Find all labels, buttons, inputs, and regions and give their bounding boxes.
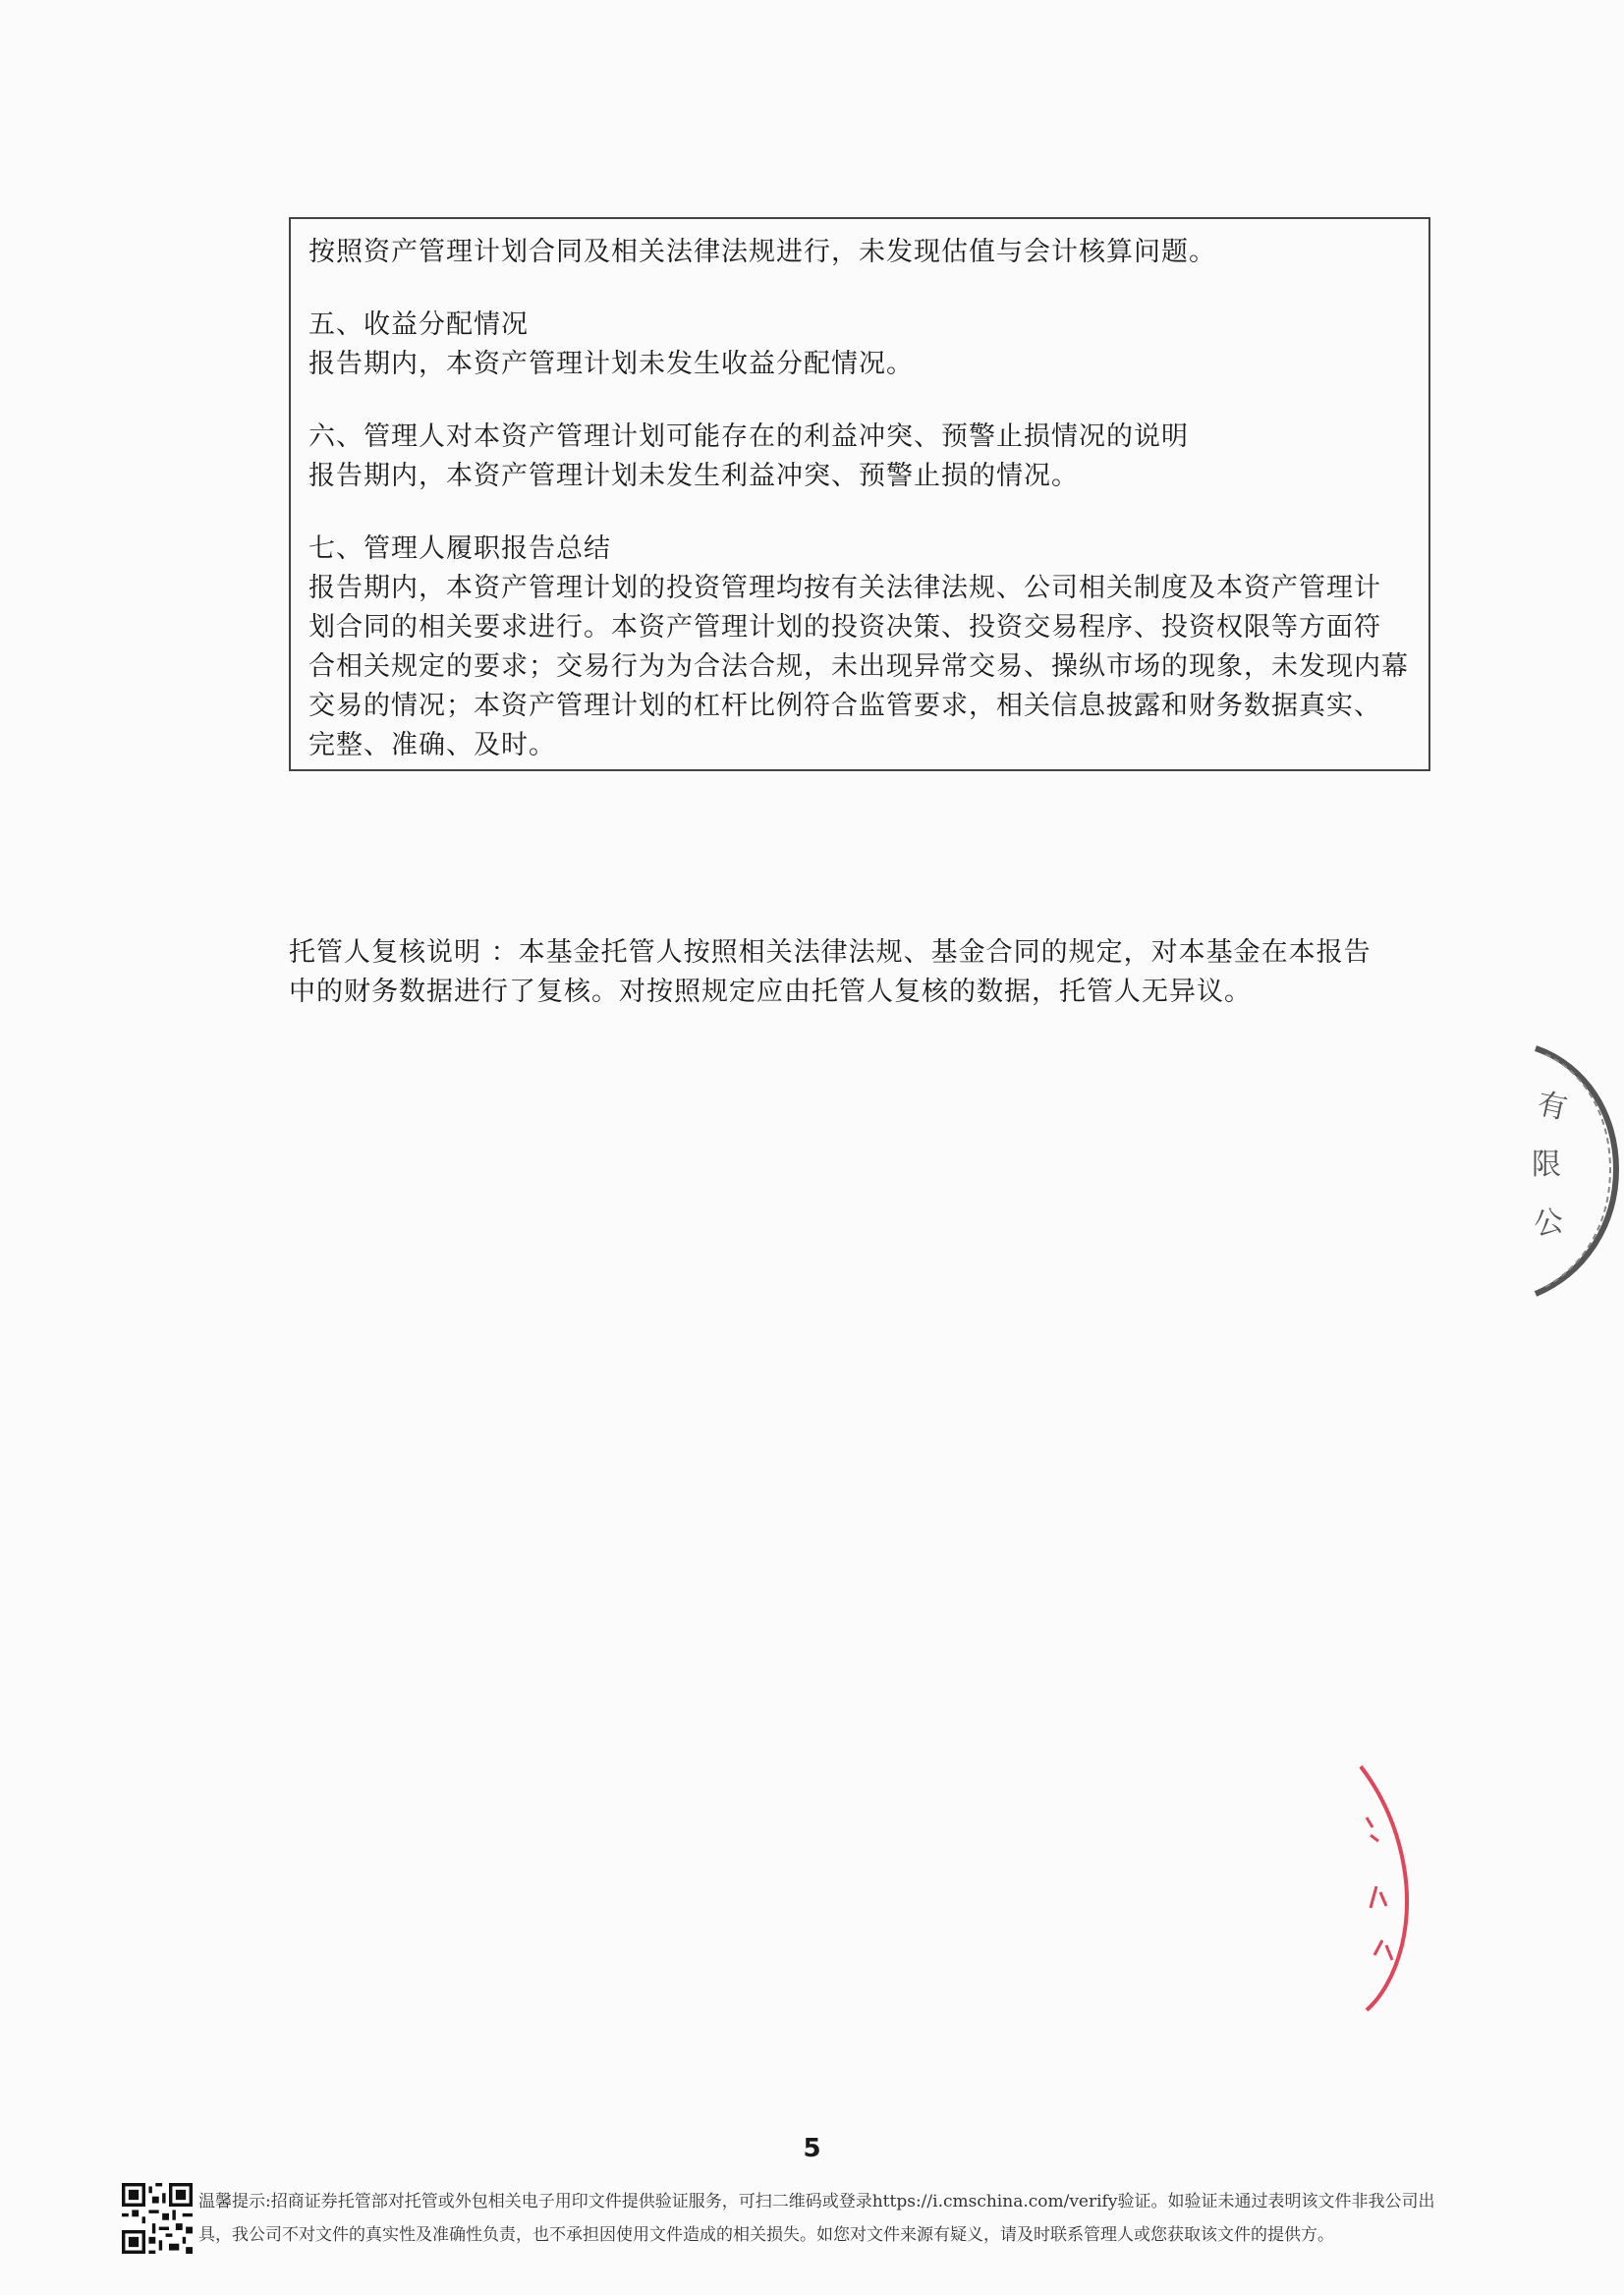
verification-notice-line: 具，我公司不对文件的真实性及准确性负责，也不承担因使用文件造成的相关损失。如您对文件来源有疑义，请及时联系管理人或您获取该文件的提供方。 bbox=[198, 2225, 1334, 2245]
verification-notice bbox=[198, 2185, 1515, 2252]
red-seal-partial bbox=[1331, 1759, 1420, 2014]
valuation-conclusion: 按照资产管理计划合同及相关法律法规进行，未发现估值与会计核算问题。 bbox=[308, 237, 1216, 267]
section-7-line: 交易的情况；本资产管理计划的杠杆比例符合监管要求，相关信息披露和财务数据真实、 bbox=[308, 691, 1381, 721]
section-7-line: 完整、准确、及时。 bbox=[308, 730, 556, 760]
section-6-title: 六、管理人对本资产管理计划可能存在的利益冲突、预警止损情况的说明 bbox=[308, 421, 1189, 452]
seal-char: 限 bbox=[1532, 1148, 1561, 1182]
seal-char: 公 bbox=[1531, 1203, 1567, 1243]
qr-code-icon bbox=[122, 2183, 193, 2254]
section-7-line: 划合同的相关要求进行。本资产管理计划的投资决策、投资交易程序、投资权限等方面符 bbox=[308, 612, 1381, 643]
trustee-review-statement bbox=[289, 933, 1419, 1012]
trustee-review-line: 中的财务数据进行了复核。对按照规定应由托管人复核的数据，托管人无异议。 bbox=[289, 977, 1252, 1007]
seal-char: 有 bbox=[1534, 1087, 1571, 1127]
verification-notice-line: 温馨提示:招商证券托管部对托管或外包相关电子用印文件提供验证服务，可扫二维码或登录https://i.cmschina.com/verify验证。如验证未通过表明该文件非我公司出 bbox=[198, 2192, 1435, 2211]
report-summary-box bbox=[289, 217, 1430, 771]
section-7-line: 合相关规定的要求；交易行为为合法合规，未出现异常交易、操纵市场的现象，未发现内幕 bbox=[308, 651, 1409, 682]
section-6-body: 报告期内，本资产管理计划未发生利益冲突、预警止损的情况。 bbox=[308, 461, 1079, 491]
trustee-review-line: 托管人复核说明 ：本基金托管人按照相关法律法规、基金合同的规定，对本基金在本报告 bbox=[289, 937, 1372, 968]
company-seal-partial bbox=[1518, 1036, 1624, 1302]
section-7-line: 报告期内，本资产管理计划的投资管理均按有关法律法规、公司相关制度及本资产管理计 bbox=[308, 573, 1381, 603]
verification-footer bbox=[122, 2183, 1517, 2262]
section-7-title: 七、管理人履职报告总结 bbox=[308, 533, 611, 564]
section-5-title: 五、收益分配情况 bbox=[308, 309, 529, 340]
section-5-body: 报告期内，本资产管理计划未发生收益分配情况。 bbox=[308, 349, 914, 379]
page-number: 5 bbox=[803, 2134, 821, 2163]
